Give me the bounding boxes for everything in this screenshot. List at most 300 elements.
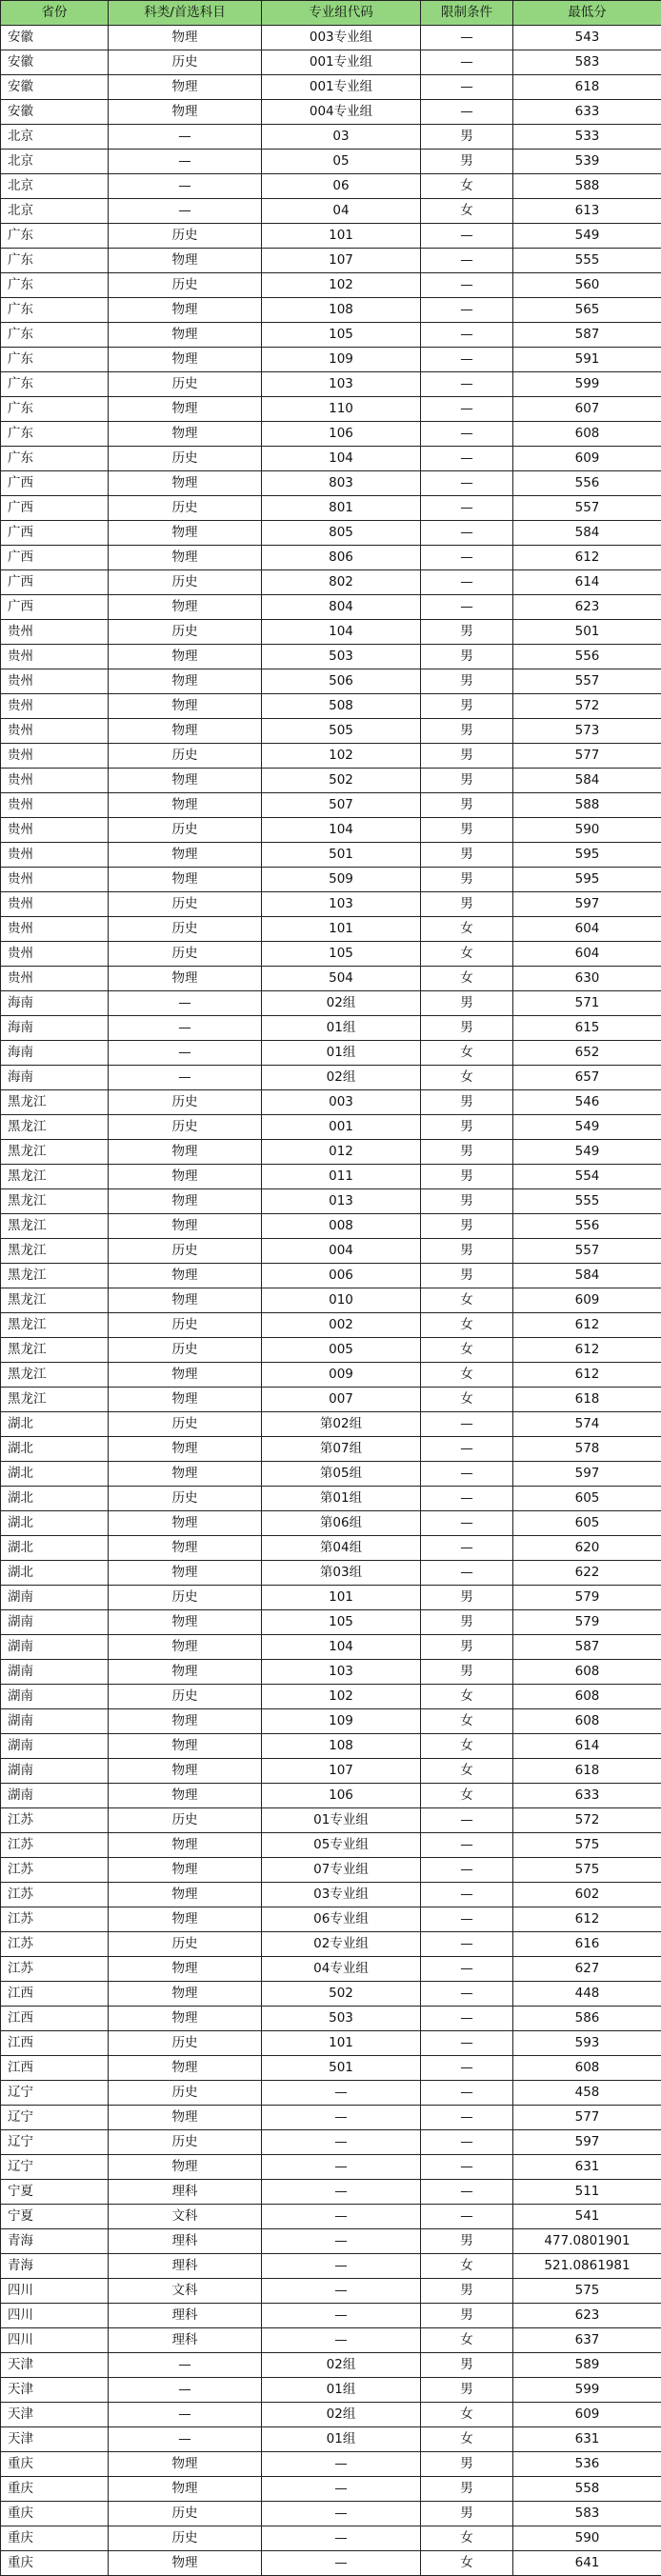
cell-group-code: 03专业组 (262, 1883, 421, 1907)
cell-group-code: 01组 (262, 2427, 421, 2452)
cell-group-code: 002 (262, 1313, 421, 1338)
table-row (1, 991, 661, 1016)
cell-group-code: 010 (262, 1288, 421, 1313)
cell-min-score: 608 (513, 1709, 661, 1734)
table-row (1, 1066, 661, 1090)
cell-restriction: — (421, 348, 513, 372)
cell-subject: 历史 (109, 372, 262, 397)
cell-subject: 物理 (109, 26, 262, 50)
cell-group-code: 802 (262, 570, 421, 595)
table-row (1, 2427, 661, 2452)
cell-min-score: 615 (513, 1016, 661, 1041)
cell-group-code: 806 (262, 546, 421, 570)
cell-min-score: 612 (513, 1363, 661, 1388)
cell-min-score: 593 (513, 2031, 661, 2056)
table-row (1, 868, 661, 892)
table-row (1, 1858, 661, 1883)
cell-province: 四川 (1, 2328, 109, 2353)
cell-subject: 历史 (109, 744, 262, 769)
cell-subject: 物理 (109, 843, 262, 868)
cell-group-code: 502 (262, 1982, 421, 2007)
cell-min-score: 612 (513, 1313, 661, 1338)
cell-min-score: 607 (513, 397, 661, 422)
cell-restriction: — (421, 1511, 513, 1536)
table-row (1, 1090, 661, 1115)
cell-province: 黑龙江 (1, 1313, 109, 1338)
cell-restriction: — (421, 2031, 513, 2056)
table-row (1, 1412, 661, 1437)
table-row (1, 1264, 661, 1288)
cell-min-score: 558 (513, 2477, 661, 2502)
cell-min-score: 597 (513, 2130, 661, 2155)
table-row (1, 917, 661, 942)
table-row (1, 1536, 661, 1561)
cell-subject: 历史 (109, 1586, 262, 1610)
cell-province: 广西 (1, 496, 109, 521)
cell-subject: 物理 (109, 348, 262, 372)
cell-group-code: 011 (262, 1165, 421, 1189)
table-row (1, 892, 661, 917)
cell-min-score: 613 (513, 199, 661, 224)
table-row (1, 769, 661, 793)
table-row (1, 1288, 661, 1313)
cell-subject: 历史 (109, 620, 262, 645)
cell-subject: 物理 (109, 2155, 262, 2180)
cell-min-score: 589 (513, 2353, 661, 2378)
cell-min-score: 556 (513, 471, 661, 496)
cell-restriction: — (421, 471, 513, 496)
cell-min-score: 521.0861981 (513, 2254, 661, 2279)
cell-min-score: 557 (513, 496, 661, 521)
table-row (1, 793, 661, 818)
cell-province: 北京 (1, 174, 109, 199)
cell-group-code: 05专业组 (262, 1833, 421, 1858)
cell-subject: 物理 (109, 1363, 262, 1388)
cell-group-code: 008 (262, 1214, 421, 1239)
cell-province: 湖北 (1, 1561, 109, 1586)
table-row (1, 199, 661, 224)
cell-restriction: — (421, 1808, 513, 1833)
table-row (1, 521, 661, 546)
cell-restriction: 女 (421, 1734, 513, 1759)
cell-group-code: 06 (262, 174, 421, 199)
cell-min-score: 599 (513, 372, 661, 397)
cell-restriction: 男 (421, 1214, 513, 1239)
cell-subject: 历史 (109, 50, 262, 75)
cell-group-code: 504 (262, 967, 421, 991)
cell-group-code: — (262, 2452, 421, 2477)
cell-restriction: 男 (421, 2452, 513, 2477)
cell-restriction: — (421, 496, 513, 521)
cell-province: 湖南 (1, 1709, 109, 1734)
cell-subject: 物理 (109, 1264, 262, 1288)
cell-province: 湖北 (1, 1536, 109, 1561)
cell-min-score: 597 (513, 892, 661, 917)
cell-restriction: — (421, 249, 513, 273)
cell-subject: 物理 (109, 546, 262, 570)
cell-min-score: 501 (513, 620, 661, 645)
cell-subject: 历史 (109, 1338, 262, 1363)
cell-subject: — (109, 2353, 262, 2378)
cell-restriction: 男 (421, 645, 513, 669)
table-row (1, 1363, 661, 1388)
cell-restriction: — (421, 397, 513, 422)
table-row (1, 348, 661, 372)
cell-restriction: — (421, 1437, 513, 1462)
cell-group-code: 06专业组 (262, 1907, 421, 1932)
table-row (1, 249, 661, 273)
cell-restriction: 女 (421, 1784, 513, 1808)
cell-min-score: 572 (513, 1808, 661, 1833)
table-row (1, 546, 661, 570)
cell-subject: — (109, 125, 262, 150)
cell-restriction: 女 (421, 1709, 513, 1734)
cell-province: 重庆 (1, 2502, 109, 2526)
cell-min-score: 458 (513, 2081, 661, 2106)
header-province: 省份 (1, 1, 109, 26)
table-row (1, 447, 661, 471)
cell-subject: 历史 (109, 496, 262, 521)
table-row (1, 2106, 661, 2130)
cell-min-score: 599 (513, 2378, 661, 2403)
cell-province: 四川 (1, 2304, 109, 2328)
cell-province: 辽宁 (1, 2155, 109, 2180)
cell-province: 广东 (1, 249, 109, 273)
cell-min-score: 618 (513, 75, 661, 100)
cell-min-score: 586 (513, 2007, 661, 2031)
cell-group-code: 005 (262, 1338, 421, 1363)
cell-province: 四川 (1, 2279, 109, 2304)
cell-restriction: 女 (421, 967, 513, 991)
cell-group-code: 第02组 (262, 1412, 421, 1437)
cell-restriction: — (421, 75, 513, 100)
table-row (1, 1239, 661, 1264)
cell-min-score: 612 (513, 1338, 661, 1363)
cell-group-code: — (262, 2081, 421, 2106)
cell-group-code: — (262, 2254, 421, 2279)
table-row (1, 1313, 661, 1338)
cell-restriction: — (421, 570, 513, 595)
cell-restriction: 男 (421, 818, 513, 843)
cell-restriction: 女 (421, 917, 513, 942)
cell-restriction: 男 (421, 2502, 513, 2526)
table-row (1, 2229, 661, 2254)
cell-restriction: 男 (421, 2279, 513, 2304)
table-row (1, 2007, 661, 2031)
cell-province: 宁夏 (1, 2205, 109, 2229)
cell-restriction: 女 (421, 2526, 513, 2551)
table-row (1, 174, 661, 199)
cell-min-score: 541 (513, 2205, 661, 2229)
table-row (1, 942, 661, 967)
cell-group-code: — (262, 2526, 421, 2551)
cell-group-code: 108 (262, 1734, 421, 1759)
table-row (1, 2502, 661, 2526)
cell-min-score: 620 (513, 1536, 661, 1561)
table-row (1, 2328, 661, 2353)
cell-group-code: 第06组 (262, 1511, 421, 1536)
cell-group-code: — (262, 2130, 421, 2155)
cell-subject: — (109, 991, 262, 1016)
cell-group-code: 第03组 (262, 1561, 421, 1586)
table-row (1, 471, 661, 496)
cell-subject: 物理 (109, 1388, 262, 1412)
cell-restriction: — (421, 595, 513, 620)
cell-subject: 物理 (109, 669, 262, 694)
cell-group-code: 508 (262, 694, 421, 719)
table-row (1, 150, 661, 174)
cell-province: 黑龙江 (1, 1363, 109, 1388)
cell-province: 重庆 (1, 2477, 109, 2502)
cell-subject: 物理 (109, 1883, 262, 1907)
table-row (1, 744, 661, 769)
cell-restriction: 女 (421, 2403, 513, 2427)
cell-province: 江苏 (1, 1808, 109, 1833)
cell-subject: — (109, 1016, 262, 1041)
cell-restriction: — (421, 2205, 513, 2229)
cell-restriction: — (421, 2007, 513, 2031)
table-row (1, 50, 661, 75)
cell-province: 贵州 (1, 620, 109, 645)
cell-restriction: — (421, 1957, 513, 1982)
cell-restriction: 女 (421, 1338, 513, 1363)
table-row (1, 2353, 661, 2378)
table-body (1, 26, 661, 2576)
cell-group-code: 102 (262, 273, 421, 298)
cell-subject: 物理 (109, 868, 262, 892)
cell-subject: 物理 (109, 75, 262, 100)
cell-restriction: 男 (421, 620, 513, 645)
cell-min-score: 565 (513, 298, 661, 323)
cell-min-score: 587 (513, 323, 661, 348)
cell-province: 湖南 (1, 1784, 109, 1808)
cell-province: 湖南 (1, 1734, 109, 1759)
cell-province: 天津 (1, 2378, 109, 2403)
table-row (1, 1709, 661, 1734)
cell-subject: 物理 (109, 1214, 262, 1239)
cell-min-score: 583 (513, 50, 661, 75)
table-row (1, 75, 661, 100)
cell-restriction: — (421, 50, 513, 75)
table-row (1, 1808, 661, 1833)
cell-min-score: 536 (513, 2452, 661, 2477)
table-row (1, 2180, 661, 2205)
table-row (1, 1115, 661, 1140)
cell-subject: 历史 (109, 942, 262, 967)
table-row (1, 843, 661, 868)
cell-subject: 物理 (109, 1462, 262, 1487)
cell-province: 辽宁 (1, 2081, 109, 2106)
cell-restriction: 男 (421, 793, 513, 818)
cell-min-score: 539 (513, 150, 661, 174)
table-row (1, 570, 661, 595)
cell-province: 湖南 (1, 1660, 109, 1685)
header-min-score: 最低分 (513, 1, 661, 26)
cell-min-score: 590 (513, 2526, 661, 2551)
cell-restriction: 女 (421, 2328, 513, 2353)
cell-subject: 物理 (109, 1610, 262, 1635)
table-row (1, 1487, 661, 1511)
cell-subject: 物理 (109, 645, 262, 669)
cell-subject: 物理 (109, 1635, 262, 1660)
cell-min-score: 612 (513, 546, 661, 570)
cell-subject: 历史 (109, 1239, 262, 1264)
cell-subject: 物理 (109, 2551, 262, 2576)
cell-subject: 历史 (109, 447, 262, 471)
cell-restriction: — (421, 100, 513, 125)
cell-group-code: — (262, 2229, 421, 2254)
cell-province: 海南 (1, 1041, 109, 1066)
cell-province: 湖南 (1, 1610, 109, 1635)
cell-province: 北京 (1, 125, 109, 150)
cell-restriction: 男 (421, 2353, 513, 2378)
cell-restriction: — (421, 546, 513, 570)
cell-subject: 物理 (109, 1288, 262, 1313)
cell-province: 广东 (1, 273, 109, 298)
cell-province: 湖北 (1, 1412, 109, 1437)
cell-min-score: 633 (513, 1784, 661, 1808)
cell-subject: 物理 (109, 967, 262, 991)
cell-restriction: 女 (421, 1313, 513, 1338)
cell-group-code: 109 (262, 1709, 421, 1734)
cell-min-score: 597 (513, 1462, 661, 1487)
table-row (1, 273, 661, 298)
table-row (1, 2056, 661, 2081)
cell-min-score: 622 (513, 1561, 661, 1586)
cell-province: 安徽 (1, 100, 109, 125)
cell-province: 黑龙江 (1, 1115, 109, 1140)
cell-group-code: 01组 (262, 1041, 421, 1066)
cell-group-code: 04 (262, 199, 421, 224)
cell-group-code: — (262, 2551, 421, 2576)
cell-province: 湖南 (1, 1586, 109, 1610)
header-subject: 科类/首选科目 (109, 1, 262, 26)
cell-min-score: 573 (513, 719, 661, 744)
cell-restriction: 男 (421, 868, 513, 892)
cell-province: 贵州 (1, 942, 109, 967)
cell-group-code: 02专业组 (262, 1932, 421, 1957)
cell-province: 贵州 (1, 645, 109, 669)
cell-group-code: 01专业组 (262, 1808, 421, 1833)
cell-min-score: 560 (513, 273, 661, 298)
cell-restriction: — (421, 1907, 513, 1932)
cell-subject: — (109, 2427, 262, 2452)
cell-province: 黑龙江 (1, 1140, 109, 1165)
cell-subject: — (109, 1066, 262, 1090)
cell-group-code: — (262, 2502, 421, 2526)
cell-group-code: 105 (262, 323, 421, 348)
cell-min-score: 588 (513, 793, 661, 818)
cell-restriction: 男 (421, 694, 513, 719)
cell-subject: 物理 (109, 719, 262, 744)
cell-min-score: 612 (513, 1907, 661, 1932)
table-row (1, 1338, 661, 1363)
cell-restriction: — (421, 224, 513, 249)
cell-group-code: — (262, 2205, 421, 2229)
cell-restriction: 女 (421, 1288, 513, 1313)
cell-province: 广东 (1, 224, 109, 249)
cell-subject: 文科 (109, 2279, 262, 2304)
cell-province: 重庆 (1, 2526, 109, 2551)
cell-subject: 物理 (109, 1858, 262, 1883)
cell-province: 湖北 (1, 1487, 109, 1511)
cell-min-score: 605 (513, 1487, 661, 1511)
cell-province: 贵州 (1, 843, 109, 868)
cell-subject: 历史 (109, 1115, 262, 1140)
cell-province: 江苏 (1, 1833, 109, 1858)
cell-min-score: 549 (513, 224, 661, 249)
cell-subject: 物理 (109, 1957, 262, 1982)
cell-group-code: — (262, 2328, 421, 2353)
cell-group-code: 013 (262, 1189, 421, 1214)
cell-subject: 物理 (109, 521, 262, 546)
cell-province: 海南 (1, 1066, 109, 1090)
cell-restriction: 男 (421, 1264, 513, 1288)
cell-province: 广东 (1, 422, 109, 447)
cell-subject: — (109, 150, 262, 174)
cell-group-code: 101 (262, 2031, 421, 2056)
cell-min-score: 588 (513, 174, 661, 199)
cell-group-code: 509 (262, 868, 421, 892)
cell-subject: 历史 (109, 1685, 262, 1709)
cell-restriction: — (421, 273, 513, 298)
cell-min-score: 631 (513, 2427, 661, 2452)
cell-group-code: 803 (262, 471, 421, 496)
cell-province: 贵州 (1, 719, 109, 744)
cell-group-code: — (262, 2304, 421, 2328)
table-row (1, 1189, 661, 1214)
cell-group-code: 505 (262, 719, 421, 744)
cell-province: 江苏 (1, 1932, 109, 1957)
cell-group-code: 001专业组 (262, 75, 421, 100)
cell-restriction: — (421, 1883, 513, 1907)
table-row (1, 1214, 661, 1239)
cell-province: 海南 (1, 1016, 109, 1041)
cell-restriction: 男 (421, 2229, 513, 2254)
cell-province: 黑龙江 (1, 1288, 109, 1313)
cell-province: 广西 (1, 546, 109, 570)
table-row (1, 2526, 661, 2551)
cell-restriction: 男 (421, 1115, 513, 1140)
cell-subject: 历史 (109, 1313, 262, 1338)
cell-subject: 物理 (109, 769, 262, 793)
cell-restriction: — (421, 2130, 513, 2155)
cell-subject: 物理 (109, 1437, 262, 1462)
table-row (1, 1883, 661, 1907)
cell-min-score: 604 (513, 942, 661, 967)
cell-min-score: 448 (513, 1982, 661, 2007)
cell-group-code: — (262, 2477, 421, 2502)
cell-restriction: 女 (421, 1388, 513, 1412)
cell-group-code: 012 (262, 1140, 421, 1165)
cell-province: 北京 (1, 150, 109, 174)
cell-province: 黑龙江 (1, 1090, 109, 1115)
cell-province: 贵州 (1, 694, 109, 719)
cell-group-code: 003 (262, 1090, 421, 1115)
cell-subject: 物理 (109, 2106, 262, 2130)
cell-province: 黑龙江 (1, 1239, 109, 1264)
cell-restriction: 男 (421, 1140, 513, 1165)
cell-restriction: — (421, 323, 513, 348)
cell-province: 江西 (1, 2056, 109, 2081)
cell-min-score: 554 (513, 1165, 661, 1189)
cell-group-code: 104 (262, 818, 421, 843)
cell-subject: 物理 (109, 471, 262, 496)
cell-group-code: 009 (262, 1363, 421, 1388)
cell-group-code: 106 (262, 1784, 421, 1808)
table-row (1, 2477, 661, 2502)
cell-min-score: 549 (513, 1140, 661, 1165)
